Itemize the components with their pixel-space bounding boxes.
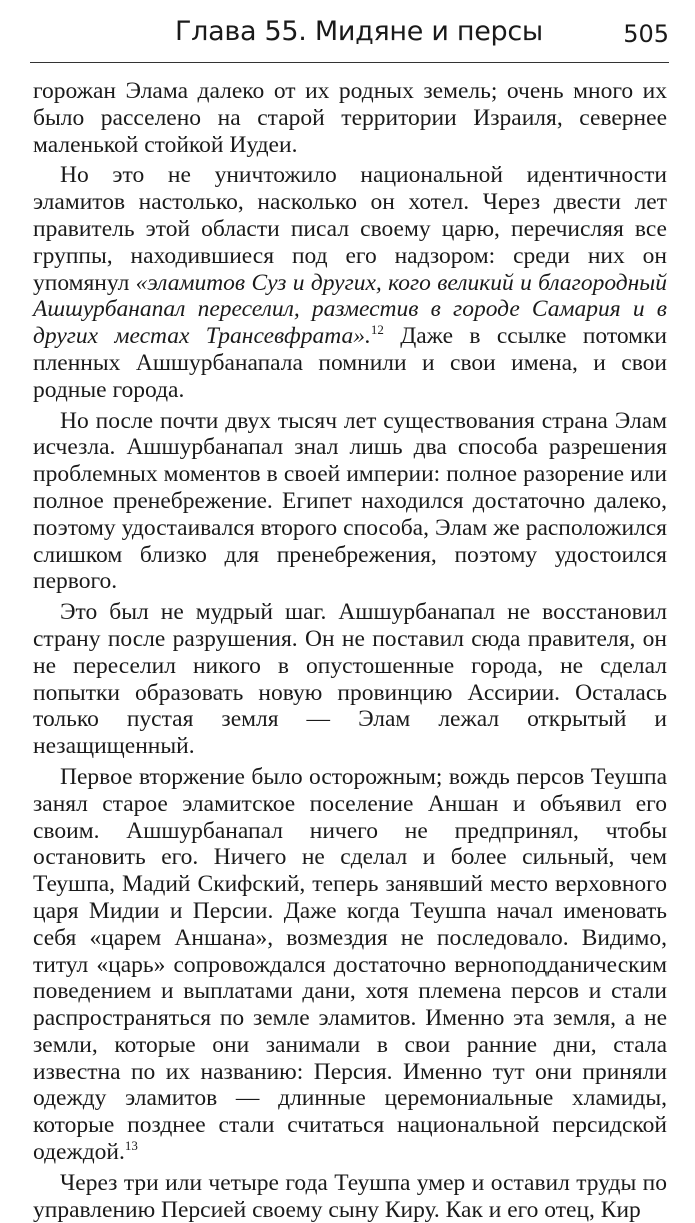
paragraph-text: Но после почти двух тысяч лет существования страна Элам исчезла. Ашшурбанапал знал лишь два способа разрешения проблемных моментов в своей империи: полное разорение или полное пренебрежение. Египет находился достаточно далеко, поэтому удостаивался второго способа, Элам же расположился слишком близко для пренебрежения, поэтому удостоился первого. <box>33 407 667 595</box>
chapter-title: Глава 55. Мидяне и персы <box>175 16 543 47</box>
footnote-marker: 12 <box>370 322 384 338</box>
paragraph-text: Даже в ссылке потомки пленных Ашшурбанапала помнили и свои имена, и свои родные города. <box>33 323 667 403</box>
paragraph <box>33 162 667 403</box>
paragraph-text: горожан Элама далеко от их родных земель; очень много их было расселено на старой территории Израиля, севернее маленькой стойкой Иудеи. <box>33 78 667 158</box>
paragraph-text: Но это не уничтожило национальной идентичности эламитов настолько, насколько он хотел. Через двести лет правитель этой области писал своему царю, перечисляя все группы, находившиеся под его надзором: среди них он упомянул <box>33 162 667 296</box>
paragraph <box>33 764 667 1166</box>
paragraph-text: Через три или четыре года Теушпа умер и оставил труды по управлению Персией своему сыну Киру. Как и его отец, Кир <box>33 1169 667 1223</box>
paragraph-text: Первое вторжение было осторожным; вождь персов Теушпа занял старое эламитское поселение Аншан и объявил его своим. Ашшурбанапал ничего не предпринял, чтобы остановить его. Ничего не сделал и более сильный, чем Теушпа, Мадий Скифский, теперь занявший место верховного царя Мидии и Персии. Даже когда Теушпа начал именовать себя «царем Аншана», возмездия не последовало. Видимо, титул «царь» сопровождался достаточно верноподданическим поведением и выплатами дани, хотя племена персов и стали распространяться по земле эламитов. Именно эта земля, а не земли, которые они занимали в свои ранние дни, стала известна по их названию: Персия. Именно тут они приняли одежду эламитов — длинные церемониальные хламиды, которые позднее стали считаться национальной персидской одеждой. <box>33 763 667 1166</box>
running-head <box>0 10 695 58</box>
quotation: «эламитов Суз и других, кого великий и благородный Ашшурбанапал переселил, разместив в городе Самария и в других местах Трансевфрата». <box>33 269 667 350</box>
paragraph <box>33 1170 667 1223</box>
paragraph-text: Это был не мудрый шаг. Ашшурбанапал не восстановил страну после разрушения. Он не поставил сюда правителя, он не переселил никого в опустошенные города, не сделал попытки образовать новую провинцию Ассирии. Осталась только пустая земля — Элам лежал открытый и незащищенный. <box>33 599 667 760</box>
paragraph <box>33 599 667 760</box>
body-text <box>33 78 667 1223</box>
page-number: 505 <box>623 20 669 48</box>
paragraph <box>33 78 667 158</box>
header-rule <box>30 62 669 63</box>
paragraph <box>33 408 667 596</box>
footnote-marker: 13 <box>124 1138 138 1154</box>
